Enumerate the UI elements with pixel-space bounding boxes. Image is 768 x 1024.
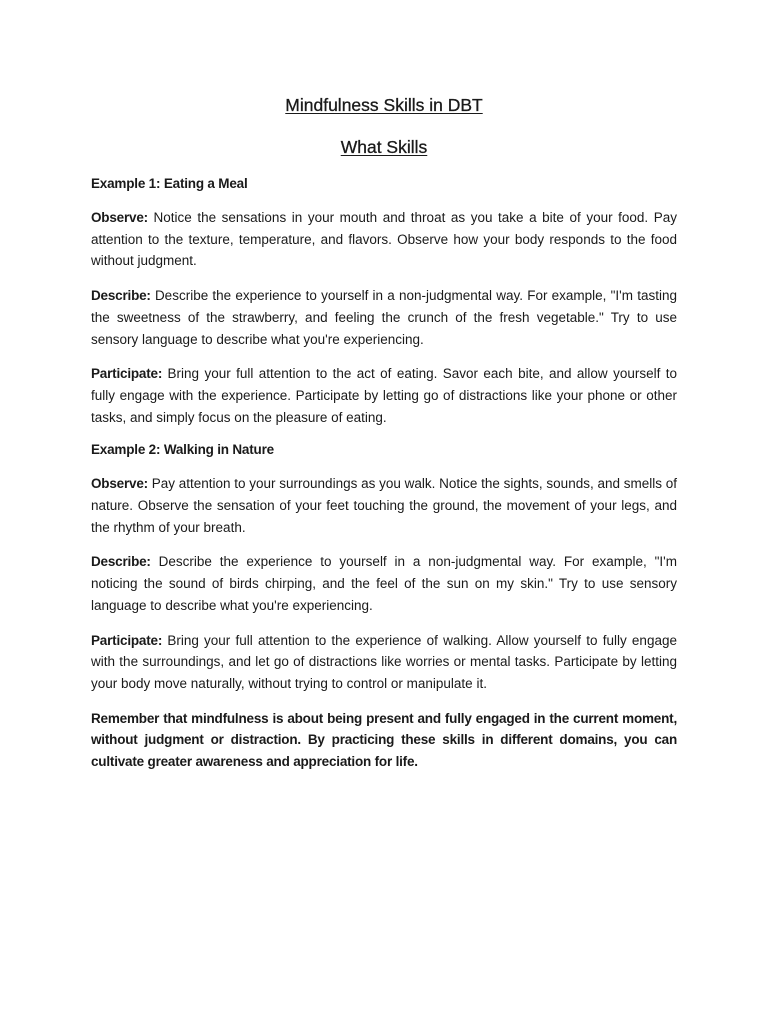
paragraph-label: Observe: [91,476,148,492]
describe-paragraph [91,551,677,616]
paragraph-text: Describe the experience to yourself in a non-judgmental way. For example, "I'm tasting the sweetness of the strawberry, and feeling the crunch of the fresh vegetable." Try to use sensory language to describe what you're experiencing. [91,288,677,347]
example-heading: Example 2: Walking in Nature [91,442,274,458]
describe-paragraph [91,285,677,350]
document-title: Mindfulness Skills in DBT [285,95,483,115]
observe-paragraph [91,207,677,272]
observe-paragraph [91,473,677,538]
paragraph-text: Bring your full attention to the act of eating. Savor each bite, and allow yourself to fully engage with the experience. Participate by letting go of distractions like your phone or other tasks, and simply focus on the pleasure of eating. [91,366,677,425]
paragraph-text: Notice the sensations in your mouth and throat as you take a bite of your food. Pay attention to the texture, temperature, and flavors. Observe how your body responds to the food without judgment. [91,210,677,269]
paragraph-label: Observe: [91,210,148,225]
participate-paragraph [91,363,677,428]
closing-paragraph: Remember that mindfulness is about being present and fully engaged in the current moment, without judgment or distraction. By practicing these skills in different domains, you can cultivate greater awareness and appreciation for life. [91,710,677,770]
document-subtitle: What Skills [340,137,428,157]
paragraph-text: Pay attention to your surroundings as you walk. Notice the sights, sounds, and smells of nature. Observe the sensation of your feet touching the ground, the movement of your legs, and the rhythm of your breath. [91,476,677,535]
paragraph-label: Describe: [91,554,151,570]
document-page [91,92,677,773]
paragraph-text: Describe the experience to yourself in a non-judgmental way. For example, "I'm noticing the sound of birds chirping, and the feel of the sun on my skin." Try to use sensory language to describe what you're experiencing. [91,554,677,613]
paragraph-label: Describe: [91,288,151,304]
example-heading: Example 1: Eating a Meal [91,176,248,191]
paragraph-label: Participate: [91,632,163,648]
paragraph-text: Bring your full attention to the experience of walking. Allow yourself to fully engage with the surroundings, and let go of distractions like worries or mental tasks. Participate by letting your body move naturally, without trying to control or manipulate it. [91,632,677,691]
paragraph-label: Participate: [91,366,163,382]
participate-paragraph [91,630,677,695]
